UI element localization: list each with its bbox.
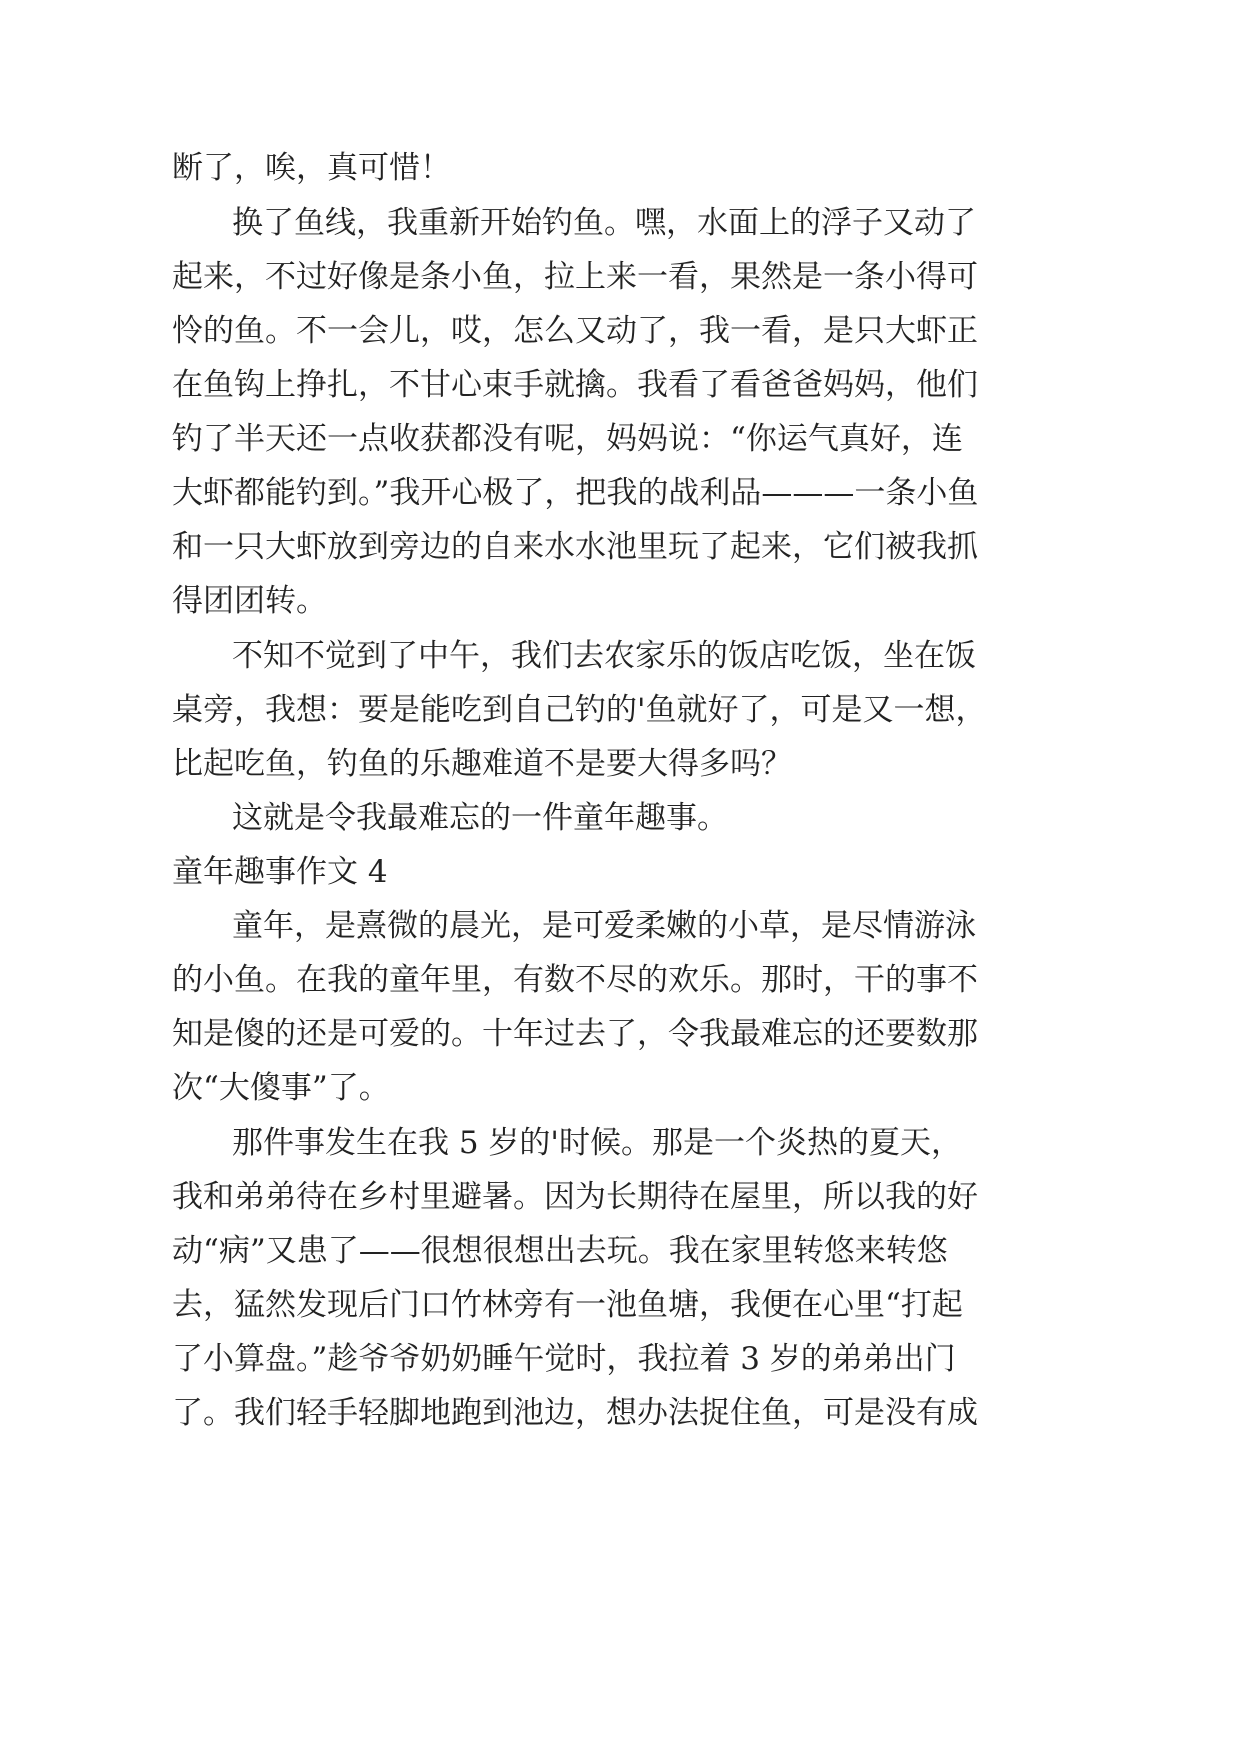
text-line: 断了，唉，真可惜！ — [172, 150, 451, 186]
text-line: 在鱼钩上挣扎，不甘心束手就擒。我看了看爸爸妈妈，他们 — [172, 367, 978, 403]
text-line: 起来，不过好像是条小鱼，拉上来一看，果然是一条小得可 — [172, 259, 978, 295]
paragraph-first-line: 这就是令我最难忘的一件童年趣事。 — [232, 800, 728, 836]
text-line: 比起吃鱼，钓鱼的乐趣难道不是要大得多吗？ — [172, 746, 792, 782]
text-line: 次“大傻事”了。 — [172, 1070, 390, 1106]
text-line: 桌旁，我想：要是能吃到自己钓的'鱼就好了，可是又一想， — [172, 692, 987, 728]
text-line: 动“病”又患了——很想很想出去玩。我在家里转悠来转悠 — [172, 1233, 948, 1269]
text-line: 我和弟弟待在乡村里避暑。因为长期待在屋里，所以我的好 — [172, 1179, 978, 1215]
text-line: 了。我们轻手轻脚地跑到池边，想办法捉住鱼，可是没有成 — [172, 1395, 978, 1431]
paragraph-first-line: 童年，是熹微的晨光，是可爱柔嫩的小草，是尽情游泳 — [232, 908, 976, 944]
paragraph-first-line: 不知不觉到了中午，我们去农家乐的饭店吃饭，坐在饭 — [232, 638, 976, 674]
text-line: 知是傻的还是可爱的。十年过去了，令我最难忘的还要数那 — [172, 1016, 978, 1052]
text-line: 怜的鱼。不一会儿，哎，怎么又动了，我一看，是只大虾正 — [172, 313, 978, 349]
paragraph-first-line: 那件事发生在我 5 岁的'时候。那是一个炎热的夏天， — [232, 1125, 962, 1161]
text-line: 钓了半天还一点收获都没有呢，妈妈说：“你运气真好，连 — [172, 421, 963, 457]
section-heading: 童年趣事作文 4 — [172, 854, 388, 890]
text-line: 的小鱼。在我的童年里，有数不尽的欢乐。那时，干的事不 — [172, 962, 978, 998]
text-line: 大虾都能钓到。”我开心极了，把我的战利品———一条小鱼 — [172, 475, 979, 511]
text-line: 去，猛然发现后门口竹林旁有一池鱼塘，我便在心里“打起 — [172, 1287, 963, 1323]
text-line: 得团团转。 — [172, 583, 327, 619]
paragraph-first-line: 换了鱼线，我重新开始钓鱼。嘿，水面上的浮子又动了 — [232, 205, 976, 241]
text-line: 和一只大虾放到旁边的自来水水池里玩了起来，它们被我抓 — [172, 529, 978, 565]
text-line: 了小算盘。”趁爷爷奶奶睡午觉时，我拉着 3 岁的弟弟出门 — [172, 1341, 956, 1377]
